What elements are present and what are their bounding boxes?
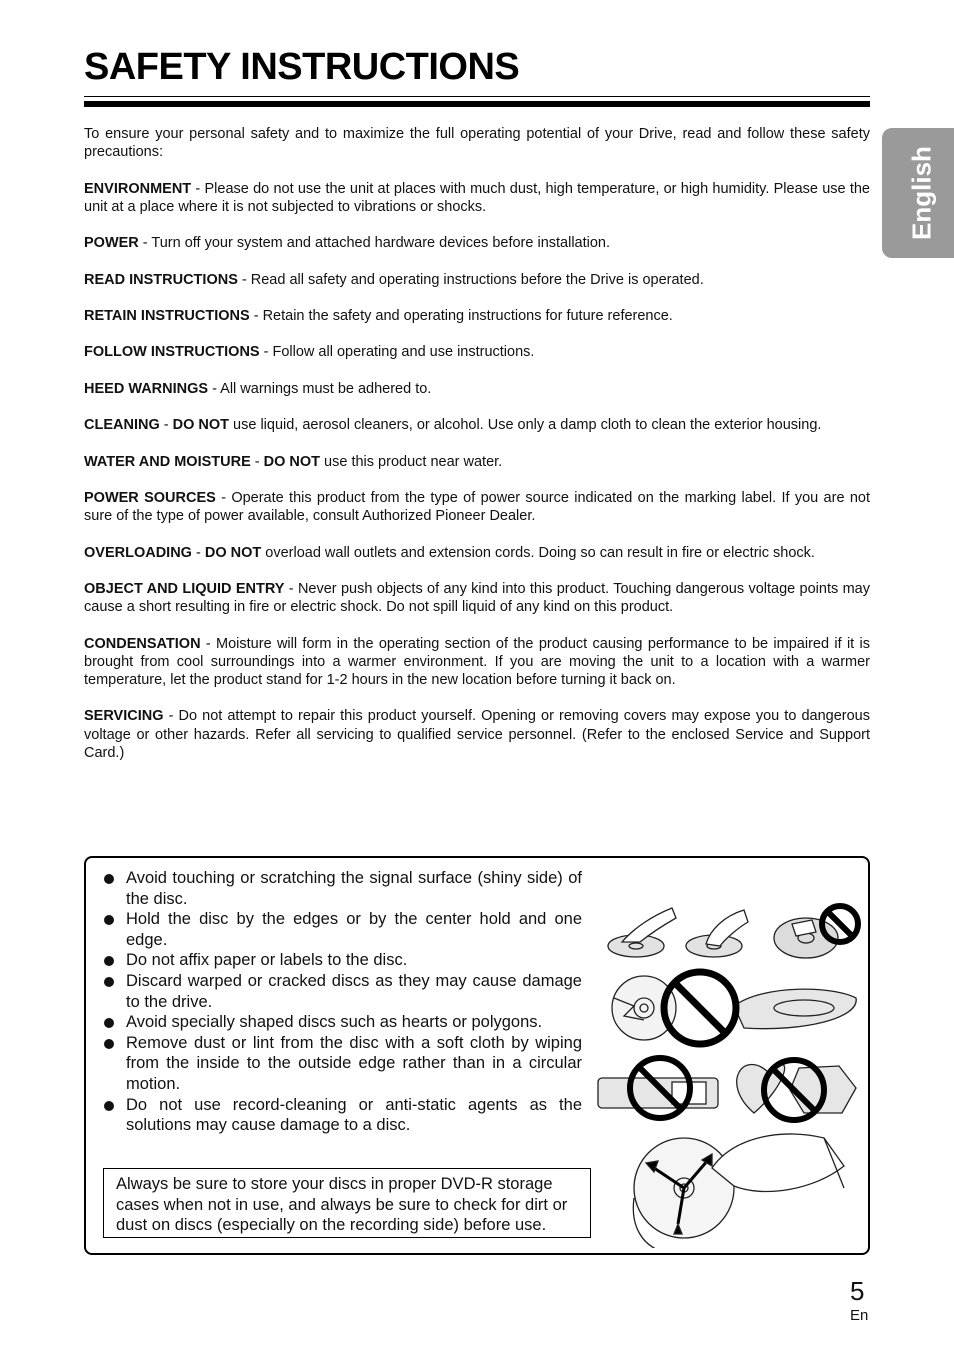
safety-section	[84, 234, 870, 252]
touching-disc-illustration	[608, 908, 676, 957]
section-term: RETAIN INSTRUCTIONS	[84, 307, 250, 324]
section-text: - Turn off your system and attached hardware devices before installation.	[138, 235, 611, 252]
title-rule-thick	[84, 101, 870, 107]
safety-section	[84, 707, 870, 762]
safety-section	[84, 180, 870, 216]
section-text: - Moisture will form in the operating section of the product causing performance to be impaired if it is brought from cool surroundings into a warmer environment. If you are moving the unit to a location with a warmer temperature, let the product stand for 1-2 hours in the new location before turning it back on.	[84, 635, 870, 688]
safety-section	[84, 453, 870, 471]
page-title: SAFETY INSTRUCTIONS	[84, 46, 520, 88]
section-term: READ INSTRUCTIONS	[84, 271, 238, 288]
section-text: - Read all safety and operating instructions before the Drive is operated.	[237, 271, 704, 288]
section-term: OBJECT AND LIQUID ENTRY	[84, 580, 285, 597]
safety-sections	[84, 180, 870, 762]
section-text: - Follow all operating and use instructions.	[259, 344, 535, 361]
section-text: - Never push objects of any kind into this product. Touching dangerous voltage points may cause a short resulting in fire or electric shock. Do not spill liquid of any kind on this product.	[84, 580, 870, 616]
safety-section	[84, 635, 870, 690]
emphasis-text: DO NOT	[172, 417, 230, 434]
section-text: - All warnings must be adhered to.	[208, 380, 432, 397]
list-item: Hold the disc by the edges or by the center hold and one edge.	[102, 909, 582, 950]
safety-section	[84, 380, 870, 398]
page-language-code: En	[850, 1307, 869, 1324]
section-text: - Please do not use the unit at places with much dust, high temperature, or high humidity. Please use the unit at a place where it is not subjected to vibrations or shocks.	[84, 180, 870, 215]
safety-section	[84, 580, 870, 616]
section-term: SERVICING	[84, 708, 164, 725]
language-tab	[882, 128, 954, 258]
disc-care-list	[102, 868, 582, 1136]
section-term: HEED WARNINGS	[84, 380, 209, 397]
safety-section	[84, 489, 870, 525]
emphasis-text: DO NOT	[263, 453, 321, 470]
list-item: Avoid touching or scratching the signal surface (shiny side) of the disc.	[102, 868, 582, 909]
title-rule-thin	[84, 96, 870, 97]
section-text: use liquid, aerosol cleaners, or alcohol. Use only a damp cloth to clean the exterior housing.	[229, 417, 822, 434]
wiping-disc-illustration	[633, 1134, 844, 1248]
section-text: - Operate this product from the type of power source indicated on the marking label. If you are not sure of the type of power available, consult Authorized Pioneer Dealer.	[84, 489, 871, 525]
list-item: Avoid specially shaped discs such as hearts or polygons.	[102, 1012, 582, 1033]
list-item: Discard warped or cracked discs as they may cause damage to the drive.	[102, 971, 582, 1012]
section-term: FOLLOW INSTRUCTIONS	[84, 344, 260, 361]
section-text: -	[159, 417, 173, 434]
list-item: Do not affix paper or labels to the disc.	[102, 950, 582, 971]
section-term: WATER AND MOISTURE	[84, 453, 251, 470]
section-term: POWER	[84, 235, 139, 252]
holding-disc-illustration	[686, 910, 748, 957]
intro-paragraph: To ensure your personal safety and to maximize the full operating potential of your Drive, read and follow these safety precautions:	[84, 126, 870, 161]
warped-disc-illustration	[734, 989, 856, 1029]
section-term: POWER SOURCES	[84, 489, 216, 506]
section-text: use this product near water.	[320, 453, 503, 470]
section-term: OVERLOADING	[84, 544, 192, 561]
disc-handling-illustration	[594, 898, 864, 1248]
list-item: Do not use record-cleaning or anti-static agents as the solutions may cause damage to a disc.	[102, 1095, 582, 1136]
safety-section	[84, 271, 870, 289]
safety-section	[84, 307, 870, 325]
section-text: -	[191, 544, 205, 561]
section-text: -	[250, 453, 264, 470]
section-text: - Retain the safety and operating instructions for future reference.	[249, 307, 673, 324]
safety-section	[84, 416, 870, 434]
safety-section	[84, 544, 870, 562]
page-number: 5	[850, 1276, 865, 1306]
language-tab-label: English	[906, 146, 937, 240]
safety-text	[84, 125, 870, 780]
list-item: Remove dust or lint from the disc with a soft cloth by wiping from the inside to the outside edge rather than in a circular motion.	[102, 1033, 582, 1095]
safety-section	[84, 343, 870, 361]
disc-care-box	[84, 856, 870, 1255]
section-term: CONDENSATION	[84, 635, 201, 652]
section-text: overload wall outlets and extension cords. Doing so can result in fire or electric shock.	[261, 544, 815, 561]
section-term: CLEANING	[84, 417, 160, 434]
emphasis-text: DO NOT	[204, 544, 262, 561]
storage-note: Always be sure to store your discs in proper DVD-R storage cases when not in use, and always be sure to check for dirt or dust on discs (especially on the recording side) before use.	[103, 1168, 591, 1238]
section-term: ENVIRONMENT	[84, 180, 192, 197]
section-text: - Do not attempt to repair this product yourself. Opening or removing covers may expose you to dangerous voltage or other hazards. Refer all servicing to qualified service personnel. (Refer to the enclosed Service and Support Card.)	[84, 708, 870, 761]
